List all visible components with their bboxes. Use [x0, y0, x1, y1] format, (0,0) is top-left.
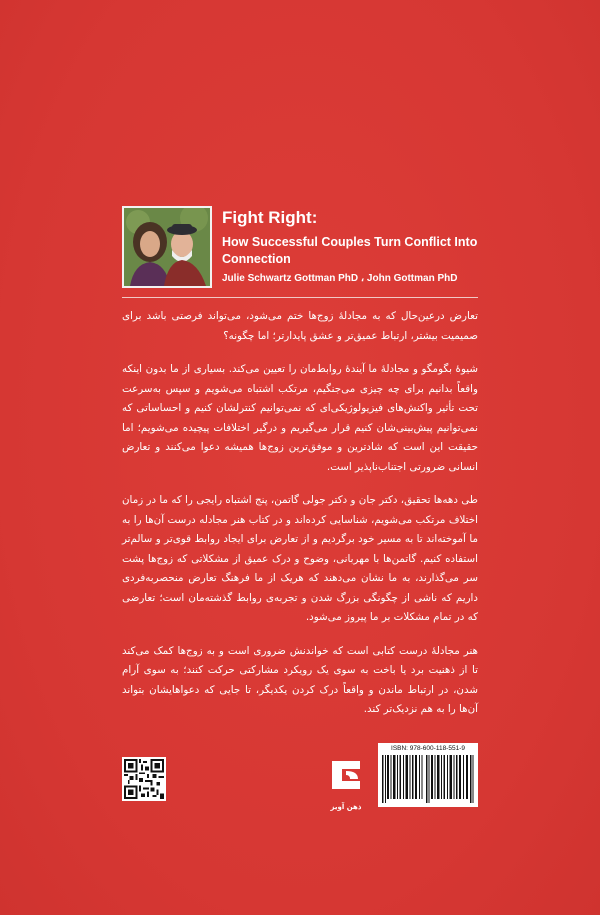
divider [122, 297, 478, 298]
qr-code-pattern [124, 759, 164, 799]
isbn-number: ISBN: 978-600-118-551-9 [391, 745, 465, 752]
qr-code[interactable] [122, 757, 166, 801]
blurb-paragraph: شیوهٔ بگومگو و مجادلهٔ ما آیندهٔ روابط‌مان را تعیین می‌کند. بسیاری از ما بدون اینکه واقعاً بدانیم برای چه چیزی می‌جنگیم، مرتکب اشتباه می‌شویم و سپس به‌سرعت تحت تأثیر واکنش‌های فیزیولوژیکی‌ای که نمی‌توانیم کنترلشان کنیم و احساساتی که نمی‌توانیم پیش‌بینی‌شان کنیم قرار می‌گیریم و درگیر اختلافات پیچیده می‌شویم؛ اما حقیقت این است که شادترین و موفق‌ترین زوج‌ها همیشه دعوا می‌کنند و تعارض انسانی ضرورتی اجتناب‌ناپذیر است. [122, 363, 478, 473]
barcode-bars [382, 755, 474, 803]
book-subtitle: How Successful Couples Turn Conflict Into Connection [222, 235, 478, 266]
publisher-name: ذهن آویز [330, 803, 362, 811]
blurb-paragraph: تعارض درعین‌حال که به مجادلهٔ زوج‌ها ختم می‌شود، می‌تواند فرصتی باشد برای صمیمیت بیشتر، ارتباط عمیق‌تر و عشق پایدارتر؛ اما چگونه؟ [122, 310, 478, 342]
book-title: Fight Right: [222, 208, 318, 227]
authors-photo-illustration [124, 208, 210, 286]
publisher-logo-icon [326, 757, 366, 803]
blurb-text [122, 307, 478, 734]
authors-photo [122, 206, 212, 288]
isbn-barcode [378, 743, 478, 807]
publisher-logo [326, 757, 366, 803]
blurb-paragraph: طی دهه‌ها تحقیق، دکتر جان و دکتر جولی گاتمن، پنج اشتباه رایجی را که ما در زمان اختلاف مرتکب می‌شویم، شناسایی کرده‌اند و در کتاب هنر مجادله درست آن‌ها را به ما آموخته‌اند تا به مسیر خود برگردیم و از تعارض برای ایجاد روابط قوی‌تر و سالم‌تر استفاده کنیم. گاتمن‌ها با مهربانی، وضوح و درک عمیق از مشکلاتی که زوج‌ها پشت سر می‌گذارند، به ما نشان می‌دهند که هریک از ما فرهنگ تعارض منحصربه‌فردی داریم که ناشی از چگونگی بزرگ شدن و تجربه‌ی روابط گذشته‌مان است؛ تعارضی که در تمام مشکلات بر ما پیروز می‌شود. [122, 494, 478, 623]
blurb-paragraph: هنر مجادلهٔ درست کتابی است که خواندنش ضروری است و به زوج‌ها کمک می‌کند تا از ذهنیت برد یا باخت به سوی یک رویکرد مشارکتی حرکت کنند؛ به سوی آرام شدن، در ارتباط ماندن و واقعاً درک کردن یکدیگر، تا جایی که دعواهایشان بتواند آن‌ها را به هم نزدیک‌تر کند. [122, 644, 478, 715]
book-header [122, 206, 482, 288]
book-authors: Julie Schwartz Gottman PhD ، John Gottman PhD [222, 273, 458, 284]
